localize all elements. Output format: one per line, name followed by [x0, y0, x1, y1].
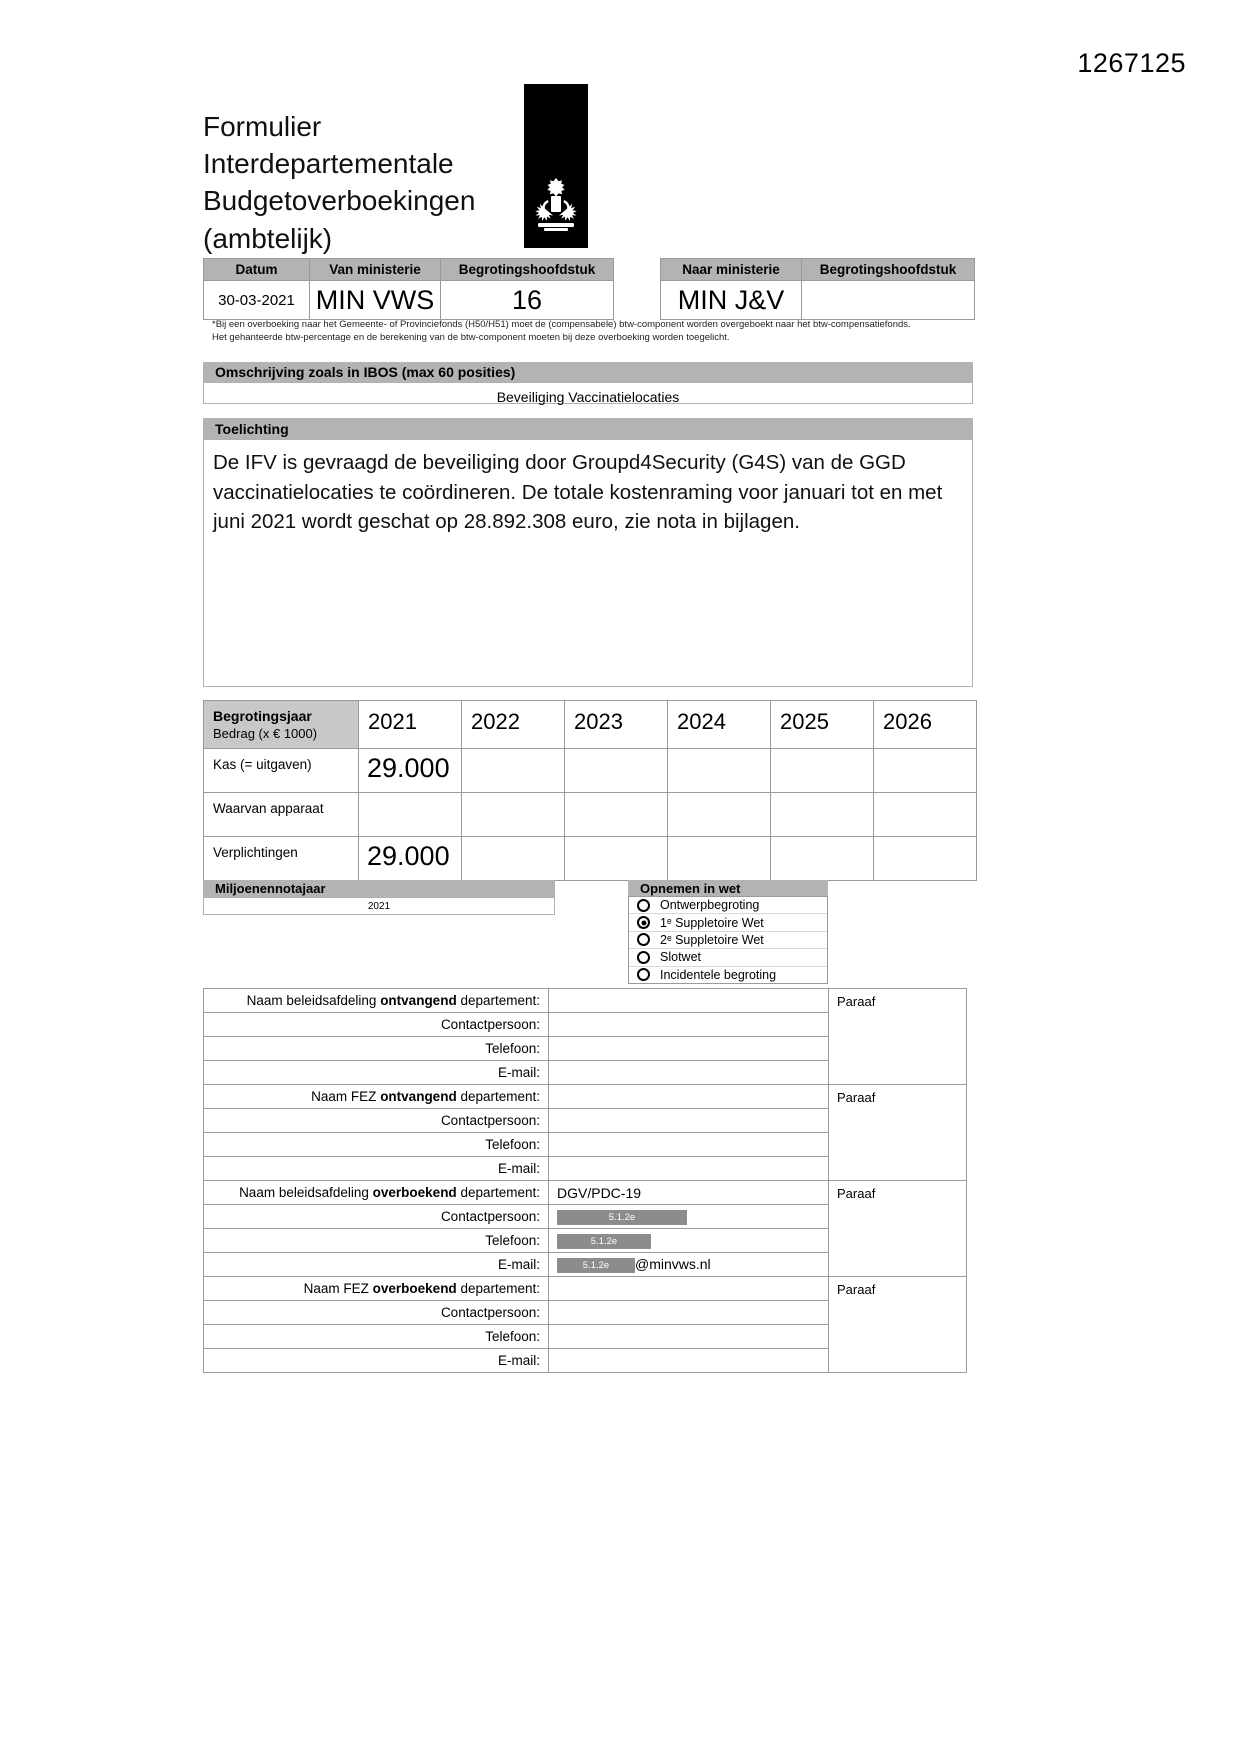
miljoenennotajaar-header: Miljoenennotajaar: [203, 880, 555, 897]
table-row: [204, 793, 977, 837]
year-header-2022: 2022: [462, 701, 565, 749]
netherlands-coat-of-arms-icon: [524, 84, 588, 248]
label-naam-fez-overboekend: [204, 1277, 549, 1301]
paraaf-cell-4[interactable]: Paraaf: [829, 1277, 967, 1373]
value-telefoon-3[interactable]: [549, 1229, 829, 1253]
redaction-badge: 5.1.2e: [557, 1234, 651, 1249]
omschrijving-header: Omschrijving zoals in IBOS (max 60 posities): [203, 362, 973, 382]
label-email-4: E-mail:: [204, 1349, 549, 1373]
label-naam-beleidsafdeling-ontvangend: [204, 989, 549, 1013]
budget-apparaat-2024[interactable]: [668, 793, 771, 837]
budget-verplichtingen-2024[interactable]: [668, 837, 771, 881]
radio-option-ontwerpbegroting[interactable]: [629, 897, 827, 914]
toelichting-header: Toelichting: [203, 418, 973, 439]
label-text: Naam beleidsafdeling: [239, 1185, 373, 1200]
budget-year-table: [203, 700, 977, 881]
paraaf-cell-1[interactable]: Paraaf: [829, 989, 967, 1085]
label-text-suffix: departement:: [456, 1185, 540, 1200]
year-header-2023: 2023: [565, 701, 668, 749]
budget-row-label-apparaat: Waarvan apparaat: [204, 793, 359, 837]
label-email-3: E-mail:: [204, 1253, 549, 1277]
year-header-2025: 2025: [771, 701, 874, 749]
col-header-begrotingshoofdstuk-van: Begrotingshoofdstuk: [441, 259, 614, 281]
value-naam-beleidsafdeling-ontvangend[interactable]: [549, 989, 829, 1013]
signature-contact-table: [203, 988, 967, 1373]
radio-label: 1ᵉ Suppletoire Wet: [660, 915, 764, 930]
budget-kas-2022[interactable]: [462, 749, 565, 793]
label-contactpersoon-1: Contactpersoon:: [204, 1013, 549, 1037]
col-header-van-ministerie: Van ministerie: [310, 259, 441, 281]
radio-option-slotwet[interactable]: [629, 949, 827, 966]
radio-icon[interactable]: [637, 933, 650, 946]
label-text: Naam FEZ: [303, 1281, 373, 1296]
label-naam-fez-ontvangend: [204, 1085, 549, 1109]
label-contactpersoon-3: Contactpersoon:: [204, 1205, 549, 1229]
title-line-3: Budgetoverboekingen: [203, 185, 476, 217]
title-line-1: Formulier: [203, 111, 322, 142]
label-text-suffix: departement:: [456, 1089, 540, 1104]
label-telefoon-3: Telefoon:: [204, 1229, 549, 1253]
col-header-datum: Datum: [204, 259, 310, 281]
opnemen-in-wet-options: [628, 896, 828, 984]
title-line-2: Interdepartementale: [203, 148, 454, 180]
value-email-4[interactable]: [549, 1349, 829, 1373]
budget-header-row: [204, 701, 977, 749]
label-emphasis: overboekend: [372, 1185, 457, 1200]
to-ministry-table: [660, 258, 975, 320]
label-contactpersoon-2: Contactpersoon:: [204, 1109, 549, 1133]
email-domain-text: @minvws.nl: [635, 1256, 711, 1273]
budget-corner-cell: [204, 701, 359, 749]
budget-apparaat-2023[interactable]: [565, 793, 668, 837]
table-row: [204, 749, 977, 793]
budget-apparaat-2026[interactable]: [874, 793, 977, 837]
label-text-suffix: departement:: [456, 1281, 540, 1296]
table-row: [204, 837, 977, 881]
radio-icon[interactable]: [637, 899, 650, 912]
redaction-badge: 5.1.2e: [557, 1258, 635, 1273]
budget-kas-2025[interactable]: [771, 749, 874, 793]
field-datum[interactable]: 30-03-2021: [204, 281, 310, 320]
radio-label: Ontwerpbegroting: [660, 898, 760, 913]
from-ministry-table: [203, 258, 614, 320]
year-header-2026: 2026: [874, 701, 977, 749]
value-naam-beleidsafdeling-overboekend[interactable]: DGV/PDC-19: [549, 1181, 829, 1205]
radio-icon[interactable]: [637, 951, 650, 964]
label-telefoon-4: Telefoon:: [204, 1325, 549, 1349]
table-row: [204, 989, 967, 1013]
label-text-suffix: departement:: [456, 993, 540, 1008]
paraaf-cell-2[interactable]: Paraaf: [829, 1085, 967, 1181]
document-number: 1267125: [1077, 48, 1186, 78]
budget-verplichtingen-2026[interactable]: [874, 837, 977, 881]
label-telefoon-2: Telefoon:: [204, 1133, 549, 1157]
year-header-2024: 2024: [668, 701, 771, 749]
field-begrotingshoofdstuk-naar[interactable]: [802, 281, 975, 320]
label-contactpersoon-4: Contactpersoon:: [204, 1301, 549, 1325]
budget-verplichtingen-2021[interactable]: 29.000: [359, 837, 462, 881]
toelichting-body: De IFV is gevraagd de beveiliging door Groupd4Security (G4S) van de GGD vaccinatielocaties te coördineren. De totale kostenraming voor januari tot en met juni 2021 wordt geschat op 28.892.308 euro, zie nota in bijlagen.: [213, 451, 943, 534]
table-row: [204, 1277, 967, 1301]
value-telefoon-2[interactable]: [549, 1133, 829, 1157]
budget-apparaat-2022[interactable]: [462, 793, 565, 837]
radio-option-incidentele-begroting[interactable]: [629, 967, 827, 983]
year-header-2021: 2021: [359, 701, 462, 749]
table-row: [204, 1085, 967, 1109]
omschrijving-value-box[interactable]: [203, 382, 973, 404]
field-van-ministerie[interactable]: MIN VWS: [310, 281, 441, 320]
btw-footnote: *Bij een overboeking naar het Gemeente- of Provinciefonds (H50/H51) moet de (compensabele) btw-component worden overgeboekt naar het btw-compensatiefonds. Het gehanteerde btw-percentage en de berekening van de btw-component moeten bij deze overboeking worden toegelicht.: [212, 319, 911, 343]
value-contactpersoon-4[interactable]: [549, 1301, 829, 1325]
radio-option-1e-suppletoire-wet[interactable]: [629, 914, 827, 931]
budget-kas-2021[interactable]: 29.000: [359, 749, 462, 793]
label-emphasis: ontvangend: [380, 993, 457, 1008]
label-text: Naam beleidsafdeling: [246, 993, 381, 1008]
value-email-2[interactable]: [549, 1157, 829, 1181]
budget-verplichtingen-2022[interactable]: [462, 837, 565, 881]
budget-row-label-verplichtingen: Verplichtingen: [204, 837, 359, 881]
budget-apparaat-2021[interactable]: [359, 793, 462, 837]
radio-option-2e-suppletoire-wet[interactable]: [629, 932, 827, 949]
value-contactpersoon-3[interactable]: [549, 1205, 829, 1229]
label-email-1: E-mail:: [204, 1061, 549, 1085]
budget-corner-sub: Bedrag (x € 1000): [213, 726, 318, 741]
col-header-begrotingshoofdstuk-naar: Begrotingshoofdstuk: [802, 259, 975, 281]
budget-verplichtingen-2025[interactable]: [771, 837, 874, 881]
omschrijving-value: Beveiliging Vaccinatielocaties: [496, 389, 680, 405]
budget-row-label-kas: Kas (= uitgaven): [204, 749, 359, 793]
radio-label: Incidentele begroting: [660, 967, 777, 982]
radio-label: 2ᵉ Suppletoire Wet: [660, 932, 764, 947]
page-title: [203, 108, 475, 257]
label-emphasis: ontvangend: [380, 1089, 457, 1104]
value-email-1[interactable]: [549, 1061, 829, 1085]
label-naam-beleidsafdeling-overboekend: [204, 1181, 549, 1205]
miljoenennotajaar-value[interactable]: 2021: [203, 897, 555, 915]
title-line-4: (ambtelijk): [203, 222, 333, 254]
budget-kas-2024[interactable]: [668, 749, 771, 793]
paraaf-cell-3[interactable]: Paraaf: [829, 1181, 967, 1277]
value-naam-fez-ontvangend[interactable]: [549, 1085, 829, 1109]
redaction-badge: 5.1.2e: [557, 1210, 687, 1225]
budget-verplichtingen-2023[interactable]: [565, 837, 668, 881]
opnemen-in-wet-header: Opnemen in wet: [628, 880, 828, 897]
label-email-2: E-mail:: [204, 1157, 549, 1181]
field-naar-ministerie[interactable]: MIN J&V: [661, 281, 802, 320]
budget-kas-2026[interactable]: [874, 749, 977, 793]
value-naam-fez-overboekend[interactable]: [549, 1277, 829, 1301]
label-emphasis: overboekend: [372, 1281, 457, 1296]
value-email-3[interactable]: [549, 1253, 829, 1277]
value-telefoon-4[interactable]: [549, 1325, 829, 1349]
field-begrotingshoofdstuk-van[interactable]: 16: [441, 281, 614, 320]
budget-corner-title: Begrotingsjaar: [213, 708, 312, 724]
radio-icon[interactable]: [637, 968, 650, 981]
value-contactpersoon-1[interactable]: [549, 1013, 829, 1037]
radio-label: Slotwet: [660, 950, 701, 965]
budget-apparaat-2025[interactable]: [771, 793, 874, 837]
value-contactpersoon-2[interactable]: [549, 1109, 829, 1133]
radio-selected-icon[interactable]: [637, 916, 650, 929]
budget-kas-2023[interactable]: [565, 749, 668, 793]
col-header-naar-ministerie: Naar ministerie: [661, 259, 802, 281]
label-text: Naam FEZ: [311, 1089, 381, 1104]
table-row: [204, 1181, 967, 1205]
label-telefoon-1: Telefoon:: [204, 1037, 549, 1061]
value-telefoon-1[interactable]: [549, 1037, 829, 1061]
